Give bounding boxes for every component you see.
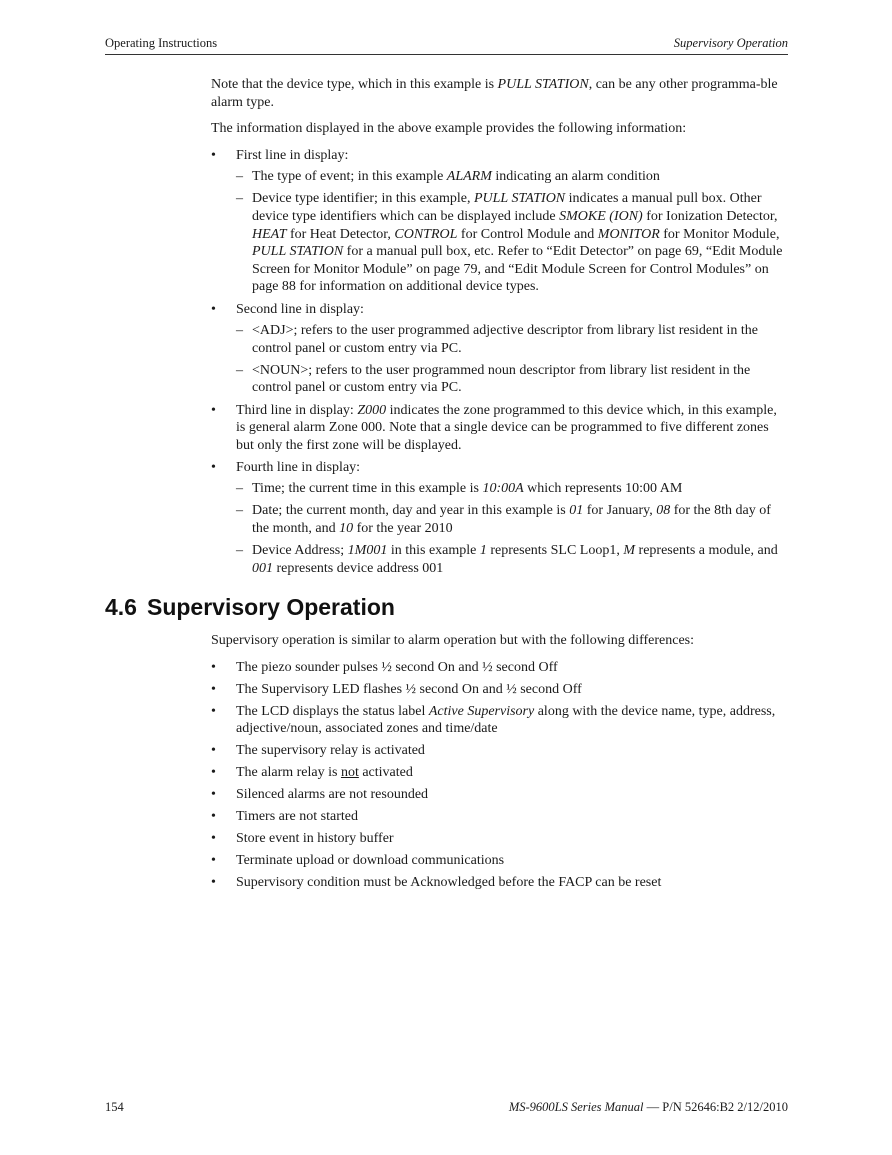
bullet-first-line (211, 147, 788, 296)
dash-item (236, 542, 788, 577)
header-section: Supervisory Operation (673, 36, 788, 50)
bullet-label: Fourth line in display: (236, 459, 361, 475)
italic-term: CONTROL (394, 226, 458, 242)
text: for January, (583, 503, 657, 519)
bullet-label: Second line in display: (236, 301, 364, 317)
italic-term: ALARM (446, 169, 492, 185)
italic-term: Z000 (357, 402, 387, 418)
text: , can be any other programma-ble alarm type. (211, 77, 778, 110)
text: Date; the current month, day and year in this example is (252, 503, 570, 519)
bullet-third-line (211, 402, 788, 455)
list-item: • Store event in history buffer (211, 830, 788, 848)
italic-term: SMOKE (ION) (559, 209, 643, 225)
body-content (211, 76, 788, 582)
header-chapter: Operating Instructions (105, 36, 218, 50)
section-title: Supervisory Operation (146, 594, 395, 620)
list-item: • Supervisory condition must be Acknowledged before the FACP can be reset (211, 874, 788, 892)
italic-term: M (623, 543, 636, 559)
italic-term: 1 (479, 543, 487, 559)
list-item: • Silenced alarms are not resounded (211, 786, 788, 804)
part-number: — P/N 52646:B2 2/12/2010 (643, 1100, 788, 1114)
italic-term: 001 (252, 560, 273, 576)
text: indicates the zone programmed to this device which, in this example, is general alarm Zone 000. Note that a single device can be programmed to five different zones but only the first zone will be displayed. (236, 402, 777, 453)
text: which represents 10:00 AM (523, 481, 683, 497)
italic-term: HEAT (252, 226, 287, 242)
italic-term: 08 (656, 503, 671, 519)
text: indicates a manual pull box. Other device type identifiers which can be displayed include (252, 191, 762, 225)
text: activated (358, 765, 413, 781)
text: for Monitor Module, (659, 226, 780, 242)
text: for Heat Detector, (286, 226, 395, 242)
page-number: 154 (105, 1100, 124, 1114)
text: Device type identifier; in this example, (252, 191, 474, 207)
italic-term: PULL STATION (473, 191, 566, 207)
list-item: • Timers are not started (211, 808, 788, 826)
text: for the year 2010 (353, 521, 453, 537)
display-lines-list (211, 147, 788, 578)
bullet-label: First line in display: (236, 147, 349, 163)
text: The LCD displays the status label (236, 703, 429, 719)
section-intro: Supervisory operation is similar to alarm operation but with the following differences: (211, 633, 695, 648)
text: for a manual pull box, etc. Refer to “Edit Detector” on page 69, “Edit Module Screen for Monitor Module” on page 79, and “Edit Module Screen for Control Modules” on page 88 for information on additional device types. (252, 244, 783, 295)
italic-term: MONITOR (597, 226, 660, 242)
list-item (211, 703, 788, 738)
text: Note that the device type, which in this example is (211, 77, 498, 92)
text: represents SLC Loop1, (486, 543, 624, 559)
dash-item (236, 480, 788, 498)
text: The alarm relay is (236, 765, 341, 781)
italic-term: Active Supervisory (428, 703, 535, 719)
text: represents device address 001 (273, 560, 444, 576)
bullet-second-line (211, 301, 788, 397)
italic-term: PULL STATION (497, 77, 589, 92)
dash-item (236, 168, 788, 186)
text: represents a module, and (635, 543, 778, 559)
text: for Control Module and (457, 226, 598, 242)
page-header (105, 36, 788, 55)
differences-list (211, 659, 788, 892)
footer-manual-info (509, 1100, 788, 1115)
italic-term: 1M001 (347, 543, 388, 559)
list-item (211, 764, 788, 782)
text: indicating an alarm condition (491, 169, 660, 185)
text: along with the device name, type, address, adjective/noun, associated zones and time/date (236, 703, 776, 737)
list-item: • The piezo sounder pulses ½ second On and ½ second Off (211, 659, 788, 677)
text: in this example (387, 543, 480, 559)
underlined-term: not (340, 765, 359, 781)
section-heading (105, 594, 395, 621)
dash-list (236, 168, 788, 296)
text: for Ionization Detector, (642, 209, 778, 225)
list-item: • The Supervisory LED flashes ½ second On and ½ second Off (211, 681, 788, 699)
list-item: • Terminate upload or download communications (211, 852, 788, 870)
italic-term: PULL STATION (252, 244, 344, 260)
dash-list (236, 322, 788, 397)
dash-item (236, 502, 788, 537)
dash-list (236, 480, 788, 577)
section-number: 4.6 (105, 594, 137, 620)
intro-paragraph (211, 76, 788, 111)
manual-title: MS-9600LS Series Manual (508, 1100, 644, 1114)
list-item: • The supervisory relay is activated (211, 742, 788, 760)
italic-term: 01 (569, 503, 584, 519)
text: Device Address; (252, 543, 348, 559)
italic-term: 10 (339, 521, 354, 537)
italic-term: 10:00A (482, 481, 524, 497)
dash-item: – <ADJ>; refers to the user programmed adjective descriptor from library list resident in the control panel or custom entry via PC. (236, 322, 788, 357)
text: The type of event; in this example (252, 169, 447, 185)
dash-item: – <NOUN>; refers to the user programmed noun descriptor from library list resident in the control panel or custom entry via PC. (236, 362, 788, 397)
text: Time; the current time in this example is (252, 481, 483, 497)
text: Third line in display: (236, 402, 358, 418)
info-paragraph: The information displayed in the above example provides the following information: (211, 121, 687, 137)
section-content (211, 632, 788, 896)
text: for the 8th day of the month, and (252, 503, 771, 537)
dash-item (236, 190, 788, 296)
bullet-fourth-line (211, 459, 788, 578)
